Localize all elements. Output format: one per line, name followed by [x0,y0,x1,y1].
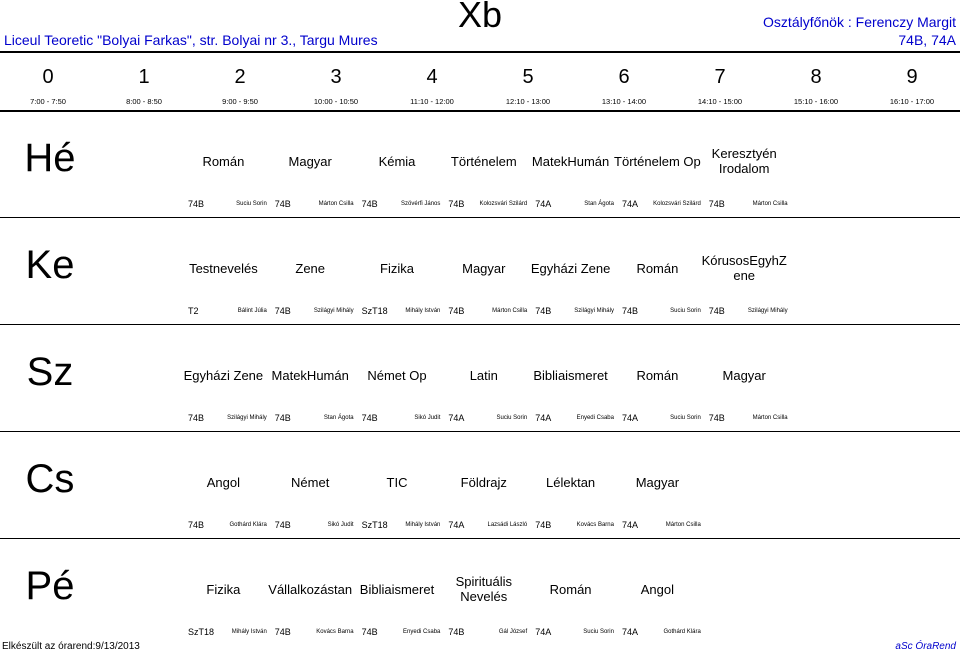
lesson-room: 74B [535,520,552,530]
lesson-subject [178,251,269,285]
lesson-subject [265,572,356,606]
lesson-teacher: Gothárd Klára [229,522,267,528]
lesson-subject [525,358,616,392]
period-time: 15:10 - 16:00 [793,97,839,106]
lesson-subject [178,465,269,499]
period-number: 0 [42,66,54,88]
lesson-subject-text: Fizika [206,581,241,597]
day-divider [0,324,960,325]
lesson-subject-text: Angol [640,581,675,597]
lesson-subject [352,465,443,499]
lesson-subject-text: Egyházi Zene [183,367,264,383]
lesson-room: 74B [274,413,291,423]
lesson-room: 74B [708,199,725,209]
lesson-teacher: Mihály István [231,629,267,635]
lesson-room: 74B [708,306,725,316]
lesson-teacher: Márton Csilla [752,201,788,207]
lesson-teacher: Mihály István [405,308,441,314]
lesson-teacher: Szövérfi János [401,201,441,207]
lesson-teacher: Sikó Judit [327,522,354,528]
lesson-teacher: Enyedi Csaba [576,415,614,421]
lesson-teacher: Szilágyi Mihály [747,308,788,314]
lesson-subject-text: Keresztyén Irodalom [711,146,777,176]
period-time: 10:00 - 10:50 [313,97,359,106]
lesson-teacher: Kolozsvári Szilárd [653,201,701,207]
lesson-teacher: Szilágyi Mihály [227,415,267,421]
lesson-subject-text: Zene [295,260,326,276]
lesson-subject-text: Román [202,153,245,169]
lesson-subject [178,572,269,606]
lesson-room: 74B [274,520,291,530]
lesson-room: 74A [535,627,552,637]
day-divider [0,538,960,539]
lesson-room: 74A [622,520,639,530]
lesson-room: 74B [448,627,465,637]
lesson-teacher: Márton Csilla [752,415,788,421]
lesson-room: 74B [274,199,291,209]
lesson-subject-text: Német Op [367,367,427,383]
lesson-subject-text: Magyar [462,260,506,276]
day-name: Pé [25,564,75,608]
lesson-room: 74A [622,627,639,637]
lesson-subject-text: Egyházi Zene [530,260,611,276]
lesson-teacher: Mihály István [405,522,441,528]
lesson-subject [265,465,356,499]
day-divider [0,431,960,432]
period-time: 13:10 - 14:00 [601,97,647,106]
brand-label: aSc ÓraRend [895,641,956,652]
period-number: 2 [234,66,246,88]
period-number: 3 [330,66,342,88]
lesson-subject-text: Angol [206,474,241,490]
lesson-subject [352,358,443,392]
lesson-subject-text: Magyar [722,367,766,383]
lesson-teacher: Kovács Barna [576,522,614,528]
lesson-subject [699,144,790,178]
header-divider [0,51,960,53]
period-time: 14:10 - 15:00 [697,97,743,106]
lesson-subject [265,358,356,392]
lesson-room: SzT18 [188,627,215,637]
lesson-room: SzT18 [361,520,388,530]
lesson-teacher: Lazsádi László [487,522,528,528]
lesson-subject-text: Bibliaismeret [533,367,608,383]
lesson-teacher: Suciu Sorin [496,415,528,421]
lesson-subject [352,251,443,285]
lesson-teacher: Márton Csilla [492,308,528,314]
lesson-subject-text: Spirituális Nevelés [455,574,512,604]
lesson-subject [265,251,356,285]
period-number: 6 [618,66,630,88]
lesson-room: 74A [622,413,639,423]
lesson-teacher: Szilágyi Mihály [313,308,354,314]
lesson-subject [525,144,616,178]
lesson-room: 74B [361,627,378,637]
lesson-teacher: Suciu Sorin [670,308,701,314]
lesson-teacher: Márton Csilla [665,522,701,528]
lesson-subject-text: Magyar [288,153,332,169]
lesson-teacher: Sikó Judit [414,415,441,421]
lesson-subject [699,358,790,392]
lesson-subject-text: Földrajz [460,474,507,490]
period-number: 4 [426,66,438,88]
period-time: 7:00 - 7:50 [30,97,66,106]
lesson-room: 74B [535,306,552,316]
lesson-subject [612,465,703,499]
lesson-subject-text: Történelem Op [614,153,701,169]
lesson-subject-text: Testnevelés [189,260,258,276]
lesson-subject [438,465,529,499]
day-divider [0,217,960,218]
lesson-teacher: Stan Ágota [323,415,354,421]
day-name: Cs [25,457,75,501]
lesson-room: 74B [188,199,205,209]
lesson-subject [352,144,443,178]
lesson-teacher: Suciu Sorin [236,201,267,207]
class-codes: 74B, 74A [898,32,956,48]
lesson-subject-text: Lélektan [546,474,596,490]
period-time: 16:10 - 17:00 [889,97,935,106]
lesson-subject-text: MatekHumán [271,367,349,383]
lesson-teacher: Suciu Sorin [583,629,614,635]
period-time: 11:10 - 12:00 [410,97,454,106]
lesson-room: 74B [448,199,465,209]
lesson-teacher: Gál József [498,629,528,635]
lesson-room: 74A [535,199,552,209]
lesson-subject-text: Román [636,367,679,383]
period-number: 5 [522,66,534,88]
generated-date: Elkészült az órarend:9/13/2013 [2,641,140,652]
lesson-subject [352,572,443,606]
lesson-room: 74B [188,520,205,530]
period-number: 7 [714,66,726,88]
lesson-subject-text: Történelem [450,153,517,169]
lesson-room: 74B [361,199,378,209]
period-time: 12:10 - 13:00 [505,97,551,106]
lesson-room: T2 [188,306,199,316]
lesson-subject-text: Latin [469,367,498,383]
lesson-room: 74B [622,306,639,316]
lesson-subject-text: MatekHumán [531,153,610,169]
lesson-room: 74B [274,627,291,637]
lesson-room: 74B [188,413,205,423]
class-title: Xb [457,0,503,35]
day-name: Ke [25,243,75,287]
lesson-teacher: Kovács Barna [316,629,354,635]
lesson-subject-text: Magyar [635,474,680,490]
lesson-subject [178,144,269,178]
lesson-subject [525,465,616,499]
lesson-subject [525,251,616,285]
lesson-subject-text: Bibliaismeret [359,581,435,597]
lesson-teacher: Gothárd Klára [663,629,701,635]
lesson-teacher: Suciu Sorin [670,415,701,421]
lesson-subject-text: KórusosEgyhZ ene [701,253,787,283]
lesson-subject [438,251,529,285]
period-number: 1 [138,66,150,88]
lesson-subject [612,251,703,285]
lesson-subject-text: Román [636,260,679,276]
lesson-subject-text: Fizika [380,260,414,276]
lesson-subject [699,251,790,285]
lesson-subject [438,144,529,178]
lesson-room: 74B [448,306,465,316]
lesson-subject-text: Vállalkozástan [268,581,353,597]
lesson-room: 74A [448,413,465,423]
lesson-teacher: Szilágyi Mihály [574,308,614,314]
lesson-subject [525,572,616,606]
lesson-subject [438,572,529,606]
lesson-teacher: Enyedi Csaba [403,629,441,635]
lesson-room: 74A [622,199,639,209]
school-name: Liceul Teoretic "Bolyai Farkas", str. Bolyai nr 3., Targu Mures [4,32,378,48]
lesson-subject-text: TIC [386,474,408,490]
lesson-room: 74B [361,413,378,423]
head-teacher: Osztályfőnök : Ferenczy Margit [763,14,956,30]
lesson-room: SzT18 [361,306,388,316]
lesson-room: 74B [274,306,291,316]
lesson-subject [178,358,269,392]
period-time: 8:00 - 8:50 [126,97,162,106]
day-name: Hé [24,136,76,180]
lesson-subject [612,144,703,178]
lesson-subject-text: Kémia [378,153,416,169]
lesson-subject [265,144,356,178]
lesson-subject-text: Német [291,474,330,490]
lesson-room: 74A [535,413,552,423]
lesson-subject-text: Román [549,581,592,597]
lesson-subject [612,572,703,606]
day-name: Sz [26,350,74,394]
period-number: 9 [906,66,918,88]
lesson-room: 74A [448,520,465,530]
lesson-subject [612,358,703,392]
lesson-subject [438,358,529,392]
period-number: 8 [810,66,822,88]
lesson-teacher: Márton Csilla [318,201,354,207]
period-divider [0,110,960,112]
lesson-teacher: Stan Ágota [584,201,614,207]
period-time: 9:00 - 9:50 [222,97,258,106]
lesson-teacher: Kolozsvári Szilárd [479,201,528,207]
lesson-teacher: Bálint Júlia [237,308,267,314]
lesson-room: 74B [708,413,725,423]
